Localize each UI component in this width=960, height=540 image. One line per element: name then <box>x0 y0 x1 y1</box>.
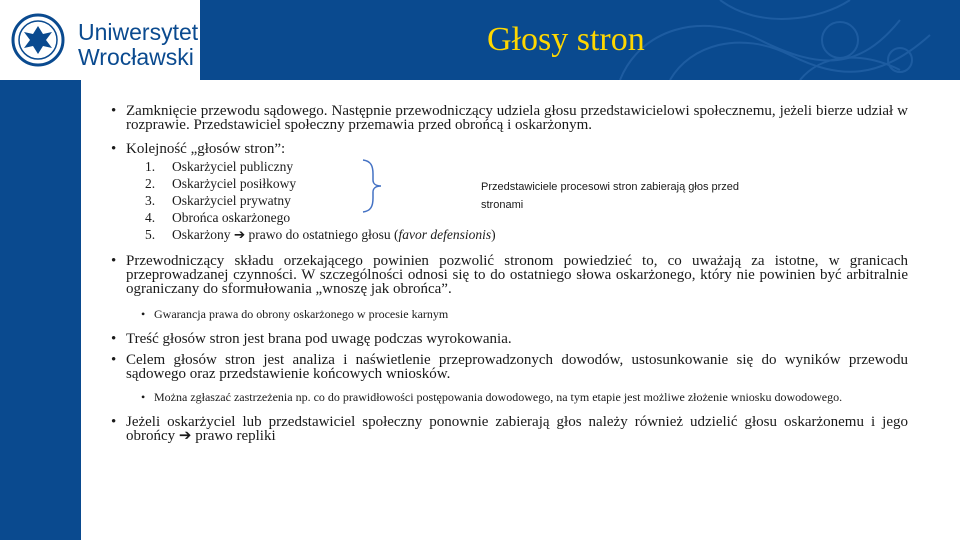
logo-line1: Uniwersytet <box>78 19 199 45</box>
party-order-list <box>108 158 908 242</box>
list-item-text: Oskarżyciel posiłkowy <box>172 176 297 191</box>
slide-header <box>0 0 960 80</box>
list-item <box>108 226 908 243</box>
university-logo <box>8 10 200 72</box>
left-accent-bar <box>0 80 81 540</box>
list-item-number: 3. <box>145 193 156 208</box>
bullet-reply <box>108 415 908 443</box>
bullet-purpose: • Celem głosów stron jest analiza i naświetlenie przeprowadzonych dowodów, ustosunkowanie się do wyników przewodu sądowego oraz przedstawienie końcowych wniosków. <box>108 353 908 381</box>
bullet-sentencing: • Treść głosów stron jest brana pod uwagę podczas wyrokowania. <box>108 332 908 346</box>
list-item <box>108 158 908 175</box>
logo-line2: Wrocławski <box>78 44 194 70</box>
curly-brace-icon <box>361 158 383 214</box>
last-word-text: prawo do ostatniego głosu ( <box>245 227 399 242</box>
slide-title: Głosy stron <box>487 21 645 58</box>
representatives-note: Przedstawiciele procesowi stron zabierają głos przed stronami <box>481 181 740 211</box>
bullet-closing: • Zamknięcie przewodu sądowego. Następnie przewodniczący udziela głosu przedstawicielowi społecznemu, jeżeli bierze udział w rozprawie. Przedstawiciel społeczny przemawia przed obrońcą i oskarżonym. <box>108 104 908 132</box>
list-item-number: 5. <box>145 227 156 242</box>
eagle-emblem-icon <box>10 12 66 68</box>
slide-content <box>108 104 908 443</box>
list-item-number: 4. <box>145 210 156 225</box>
list-item-text: Oskarżyciel publiczny <box>172 159 294 174</box>
accused-label: Oskarżony <box>172 227 234 242</box>
reply-after-text: prawo repliki <box>191 428 276 444</box>
bullet-presiding-judge: • Przewodniczący składu orzekającego powinien pozwolić stronom powiedzieć to, co uważają za istotne, w granicach przeprowadzanej czynności. W szczególności odnosi się to do ostatniego słowa oskarżonego, który nie powinien być arbitralnie ograniczany do sformułowania „wnoszę jak obrońca”. <box>108 254 908 296</box>
arrow-right-icon: ➔ <box>178 428 192 444</box>
list-item-text: Obrońca oskarżonego <box>172 210 291 225</box>
closing-paren: ) <box>491 227 496 242</box>
sub-bullet-objections: • Można zgłaszać zastrzeżenia np. co do prawidłowości postępowania dowodowego, na tym etapie jest możliwe złożenie wniosku dowodowego. <box>108 391 908 403</box>
reply-main-text: Jeżeli oskarżyciel lub przedstawiciel społeczny ponownie zabierają głos należy również udzielić głosu oskarżonemu i jego obrońcy <box>126 414 908 444</box>
list-item-text: Oskarżyciel prywatny <box>172 193 291 208</box>
favor-defensionis-text: favor defensionis <box>398 227 492 242</box>
list-item-number: 1. <box>145 159 156 174</box>
sub-bullet-defense-guarantee: • Gwarancja prawa do obrony oskarżonego w procesie karnym <box>108 308 908 320</box>
list-item-text <box>172 226 496 243</box>
bullet-order: • Kolejność „głosów stron”: <box>108 142 908 156</box>
list-item-number: 2. <box>145 176 156 191</box>
logo-text <box>78 20 198 70</box>
arrow-right-icon: ➔ <box>233 227 246 242</box>
